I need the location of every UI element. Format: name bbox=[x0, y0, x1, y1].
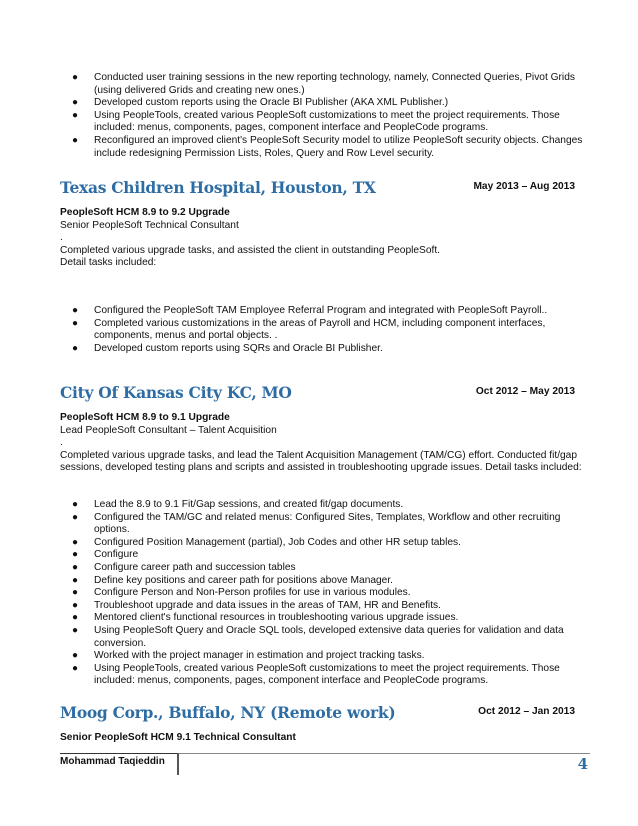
separator-dot: . bbox=[60, 232, 63, 244]
job-role: Senior PeopleSoft Technical Consultant bbox=[60, 219, 239, 231]
project-title: PeopleSoft HCM 8.9 to 9.1 Upgrade bbox=[60, 412, 230, 423]
list-item: ● Developed custom reports using SQRs and Oracle BI Publisher. bbox=[72, 342, 383, 354]
bullet-icon: ● bbox=[72, 587, 79, 599]
bullet-icon: ● bbox=[72, 134, 79, 146]
footer-vertical-divider bbox=[177, 753, 179, 775]
project-title: PeopleSoft HCM 8.9 to 9.2 Upgrade bbox=[60, 207, 230, 218]
bullet-icon: ● bbox=[72, 624, 79, 636]
bullet-icon: ● bbox=[72, 561, 79, 573]
bullet-icon: ● bbox=[72, 650, 79, 662]
bullet-icon: ● bbox=[72, 599, 79, 611]
bullet-icon: ● bbox=[72, 72, 79, 83]
job-summary: Completed various upgrade tasks, and assisted the client in outstanding PeopleSoft. bbox=[60, 244, 441, 256]
bullet-icon: ● bbox=[72, 536, 79, 548]
bullet-icon: ● bbox=[72, 109, 79, 121]
bullet-icon: ● bbox=[72, 511, 79, 523]
bullet-icon: ● bbox=[72, 549, 79, 561]
bullet-icon: ● bbox=[72, 662, 79, 674]
job-dates: Oct 2012 – Jan 2013 bbox=[478, 706, 575, 717]
bullet-icon: ● bbox=[72, 97, 79, 109]
list-item: ● Troubleshoot upgrade and data issues in the areas of TAM, HR and Benefits. bbox=[72, 599, 441, 611]
job-heading bbox=[60, 178, 575, 198]
company-name: Texas Children Hospital, Houston, TX bbox=[60, 178, 376, 197]
job-summary-detail: Detail tasks included: bbox=[60, 257, 157, 269]
list-item: ● Mentored client's functional resources in troubleshooting various upgrade issues. bbox=[72, 612, 459, 624]
list-item: ● Using PeopleTools, created various PeopleSoft customizations to meet the project requirements. Those included: menus, components, pages, component interface and PeopleCode programs. bbox=[72, 662, 560, 687]
footer-rule bbox=[178, 753, 590, 754]
job-dates: May 2013 – Aug 2013 bbox=[473, 181, 575, 192]
list-item: ● Configured Position Management (partial), Job Codes and other HR setup tables. bbox=[72, 536, 461, 548]
footer-divider bbox=[60, 753, 178, 754]
list-item: ● Conducted user training sessions in the new reporting technology, namely, Connected Queries, Pivot Grids (using delivered Grids and creating new ones.) bbox=[72, 72, 575, 96]
bullet-icon: ● bbox=[72, 305, 79, 316]
job-details bbox=[60, 207, 588, 270]
list-item: ● Configure career path and succession tables bbox=[72, 561, 296, 573]
list-item: ● Reconfigured an improved client's PeopleSoft Security model to utilize PeopleSoft security objects. Changes include redesigning Permission Lists, Roles, Query and Row Level security. bbox=[72, 134, 583, 159]
bullet-icon: ● bbox=[72, 612, 79, 624]
footer-author: Mohammad Taqieddin bbox=[60, 756, 165, 767]
list-item: ● Configured the TAM/GC and related menus: Configured Sites, Templates, Workflow and other recruiting options. bbox=[72, 511, 561, 536]
list-item: ● Define key positions and career path for positions above Manager. bbox=[72, 574, 394, 586]
bullet-icon: ● bbox=[72, 499, 79, 510]
job-heading bbox=[60, 383, 575, 403]
job-bullet-list bbox=[60, 499, 588, 688]
job-role: Lead PeopleSoft Consultant – Talent Acquisition bbox=[60, 424, 277, 436]
list-item: ● Configure Person and Non-Person profiles for use in various modules. bbox=[72, 587, 411, 599]
list-item: ● Completed various customizations in the areas of Payroll and HCM, including component interfaces, components, menus and portal objects. . bbox=[72, 317, 546, 342]
job-summary: Completed various upgrade tasks, and lead the Talent Acquisition Management (TAM/CG) effort. Conducted fit/gap sessions, developed testing plans and scripts and assisted in troubleshooting upgrade issues. Detail tasks included: bbox=[60, 449, 582, 474]
list-item: ● Configured the PeopleSoft TAM Employee Referral Program and integrated with PeopleSoft Payroll.. bbox=[72, 305, 548, 316]
job-details bbox=[60, 732, 588, 745]
list-item: ● Configure bbox=[72, 549, 139, 561]
list-item: ● Lead the 8.9 to 9.1 Fit/Gap sessions, and created fit/gap documents. bbox=[72, 499, 404, 510]
company-name: Moog Corp., Buffalo, NY (Remote work) bbox=[60, 703, 396, 722]
list-item: ● Using PeopleTools, created various PeopleSoft customizations to meet the project requirements. Those included: menus, components, pages, component interface and PeopleCode programs. bbox=[72, 109, 560, 134]
separator-dot: . bbox=[60, 437, 63, 449]
company-name: City Of Kansas City KC, MO bbox=[60, 383, 292, 402]
job-dates: Oct 2012 – May 2013 bbox=[475, 386, 575, 397]
top-bullet-list bbox=[60, 72, 588, 160]
bullet-icon: ● bbox=[72, 574, 79, 586]
bullet-icon: ● bbox=[72, 342, 79, 354]
page-number: 4 bbox=[577, 755, 588, 773]
job-heading bbox=[60, 703, 575, 723]
list-item: ● Worked with the project manager in estimation and project tracking tasks. bbox=[72, 650, 425, 662]
list-item: ● Developed custom reports using the Oracle BI Publisher (AKA XML Publisher.) bbox=[72, 97, 449, 109]
job-bullet-list bbox=[60, 305, 588, 355]
job-role: Senior PeopleSoft HCM 9.1 Technical Consultant bbox=[60, 732, 296, 743]
bullet-icon: ● bbox=[72, 317, 79, 329]
list-item: ● Using PeopleSoft Query and Oracle SQL tools, developed extensive data queries for validation and data conversion. bbox=[72, 624, 564, 649]
job-details bbox=[60, 412, 588, 475]
